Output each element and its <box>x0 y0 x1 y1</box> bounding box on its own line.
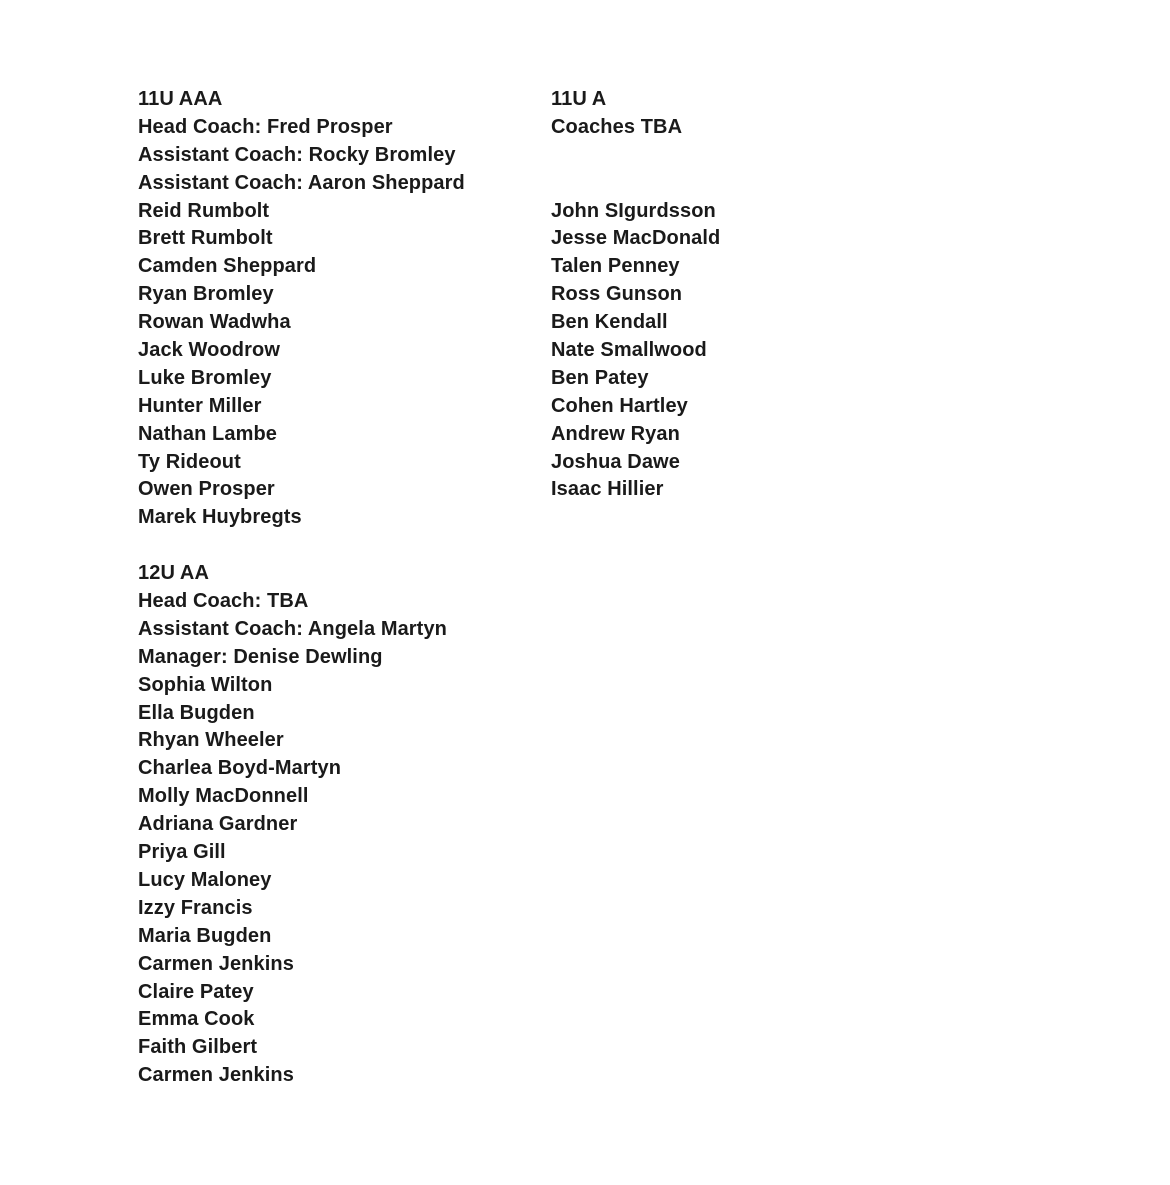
player-name: Andrew Ryan <box>551 422 680 445</box>
staff-line: Manager: Denise Dewling <box>138 645 383 668</box>
staff-line: Head Coach: Fred Prosper <box>138 115 393 138</box>
player-name: John SIgurdsson <box>551 199 716 222</box>
player-name: Maria Bugden <box>138 924 272 947</box>
player-name: Talen Penney <box>551 255 680 278</box>
player-name: Ross Gunson <box>551 283 683 306</box>
player-name: Lucy Maloney <box>138 868 272 891</box>
player-name: Nate Smallwood <box>551 339 707 362</box>
player-name: Ben Patey <box>551 366 649 389</box>
player-name: Ryan Bromley <box>138 283 274 306</box>
player-name: Carmen Jenkins <box>138 952 294 975</box>
team-title: 11U AAA <box>138 88 223 110</box>
team-11u-a <box>551 86 951 504</box>
player-name: Emma Cook <box>138 1008 255 1031</box>
player-name: Rowan Wadwha <box>138 311 291 334</box>
team-title: 11U A <box>551 88 607 110</box>
player-name: Brett Rumbolt <box>138 227 273 250</box>
player-name: Ty Rideout <box>138 450 241 473</box>
player-name: Nathan Lambe <box>138 422 278 445</box>
staff-line: Assistant Coach: Rocky Bromley <box>138 143 456 166</box>
player-name: Claire Patey <box>138 980 254 1003</box>
player-name: Jesse MacDonald <box>551 227 721 250</box>
staff-line: Assistant Coach: Angela Martyn <box>138 617 447 640</box>
player-name: Carmen Jenkins <box>138 1064 294 1087</box>
staff-line: Coaches TBA <box>551 115 683 138</box>
staff-line: Head Coach: TBA <box>138 590 309 613</box>
player-name: Reid Rumbolt <box>138 199 270 222</box>
player-name: Cohen Hartley <box>551 394 688 417</box>
player-name: Adriana Gardner <box>138 813 298 836</box>
player-name: Izzy Francis <box>138 896 253 919</box>
left-column <box>138 86 538 1090</box>
player-name: Sophia Wilton <box>138 673 273 696</box>
player-name: Rhyan Wheeler <box>138 729 284 752</box>
player-name: Camden Sheppard <box>138 255 317 278</box>
team-12u-aa <box>138 560 538 1090</box>
player-name: Charlea Boyd-Martyn <box>138 757 342 780</box>
player-name: Luke Bromley <box>138 366 272 389</box>
team-11u-aaa <box>138 86 538 532</box>
section-gap <box>138 532 538 560</box>
player-name: Isaac Hillier <box>551 478 664 501</box>
player-name: Priya Gill <box>138 841 226 864</box>
player-name: Joshua Dawe <box>551 450 680 473</box>
player-name: Owen Prosper <box>138 478 275 501</box>
staff-line: Assistant Coach: Aaron Sheppard <box>138 171 465 194</box>
player-name: Marek Huybregts <box>138 506 302 529</box>
blank-line <box>551 170 951 198</box>
player-name: Jack Woodrow <box>138 339 280 362</box>
player-name: Hunter Miller <box>138 394 262 417</box>
right-column <box>551 86 951 504</box>
player-name: Ben Kendall <box>551 311 668 334</box>
player-name: Ella Bugden <box>138 701 255 724</box>
player-name: Molly MacDonnell <box>138 785 309 808</box>
team-title: 12U AA <box>138 562 209 585</box>
player-name: Faith Gilbert <box>138 1036 258 1059</box>
blank-line <box>551 142 951 170</box>
